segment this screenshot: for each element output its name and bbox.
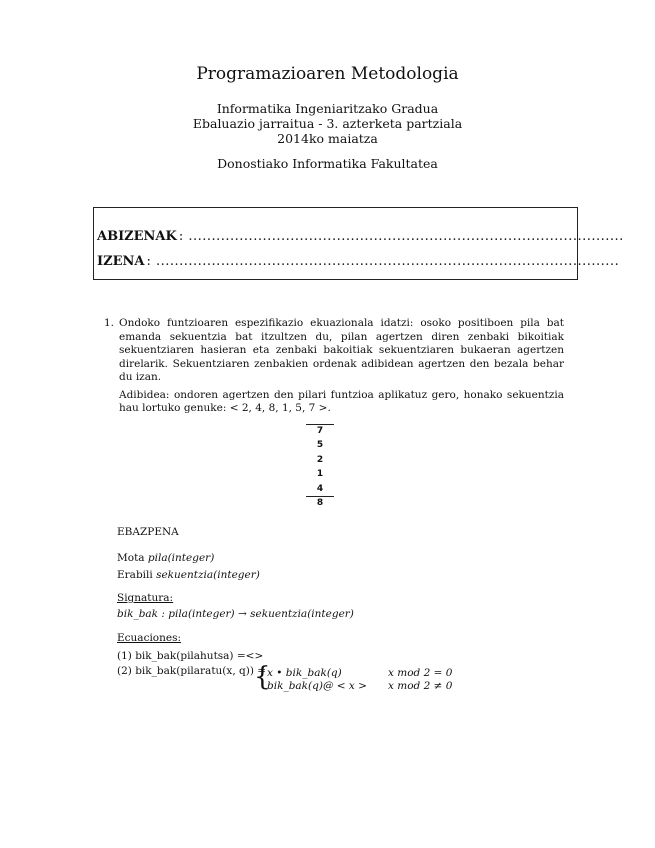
degree-name: Informatika Ingeniaritzako Gradua bbox=[216, 101, 439, 116]
erabili-value: sekuentzia(integer) bbox=[156, 569, 260, 581]
stack-cell: 4 bbox=[316, 484, 324, 494]
course-title: Programazioaren Metodologia bbox=[196, 64, 459, 84]
question-1 bbox=[104, 317, 564, 416]
mota-value: pila(integer) bbox=[147, 552, 215, 564]
question-number: 1. bbox=[104, 317, 115, 329]
stack-cell: 8 bbox=[316, 498, 324, 508]
equation-1: (1) bik_bak(pilahutsa) =<> bbox=[117, 650, 264, 662]
mota-label: Mota bbox=[117, 552, 148, 564]
equation-2-lhs: (2) bik_bak(pilaratu(x, q)) = bbox=[117, 665, 267, 677]
student-name-box bbox=[93, 207, 624, 280]
surname-label: ABIZENAK bbox=[97, 229, 177, 244]
stack-cell: 1 bbox=[316, 469, 324, 479]
erabili-line bbox=[117, 569, 260, 582]
stack-cell: 7 bbox=[316, 426, 324, 436]
signatura-heading: Signatura: bbox=[117, 592, 174, 604]
faculty-name: Donostiako Informatika Fakultatea bbox=[217, 156, 438, 171]
stack-cell: 2 bbox=[316, 455, 324, 465]
case-1-expression: x • bik_bak(q) bbox=[267, 667, 342, 679]
stack-top-line bbox=[306, 424, 334, 425]
stack-cell: 5 bbox=[316, 440, 324, 450]
case-1-condition: x mod 2 = 0 bbox=[388, 667, 453, 679]
cases-brace: { bbox=[254, 662, 271, 692]
stack-bottom-line bbox=[306, 496, 334, 497]
case-2-condition: x mod 2 ≠ 0 bbox=[388, 680, 453, 692]
name-field[interactable] bbox=[97, 254, 620, 269]
signature-line: bik_bak : pila(integer) → sekuentzia(integer) bbox=[117, 608, 354, 620]
question-example: Adibidea: ondoren agertzen den pilari funtzioa aplikatuz gero, honako sekuentzia hau lortuko genuke: < 2, 4, 8, 1, 5, 7 >. bbox=[119, 388, 564, 414]
ecuaciones-heading: Ecuaciones: bbox=[117, 632, 182, 644]
surname-field[interactable] bbox=[97, 229, 624, 244]
exam-name: Ebaluazio jarraitua - 3. azterketa partziala bbox=[192, 116, 463, 131]
name-label: IZENA bbox=[97, 254, 145, 269]
erabili-label: Erabili bbox=[117, 569, 157, 581]
solution-heading: EBAZPENA bbox=[117, 526, 179, 538]
name-dots: : .................................................................................................... bbox=[146, 254, 620, 269]
surname-dots: : .............................................................................................. bbox=[178, 229, 624, 244]
exam-date: 2014ko maiatza bbox=[277, 131, 378, 146]
mota-line bbox=[117, 552, 214, 565]
question-text: Ondoko funtzioaren espezifikazio ekuazionala idatzi: osoko positiboen pila bat emanda sekuentzia bat itzultzen du, pilan agertzen diren zenbaki bikoitiak sekuentziaren hasieran eta zenbaki bakoitiak sekuentziaren bukaeran agertzen direlarik. Sekuentziaren zenbakien ordenak adibidean agertzen den bezala behar du izan. bbox=[119, 317, 564, 383]
case-2-expression: bik_bak(q)@ < x > bbox=[267, 680, 367, 692]
